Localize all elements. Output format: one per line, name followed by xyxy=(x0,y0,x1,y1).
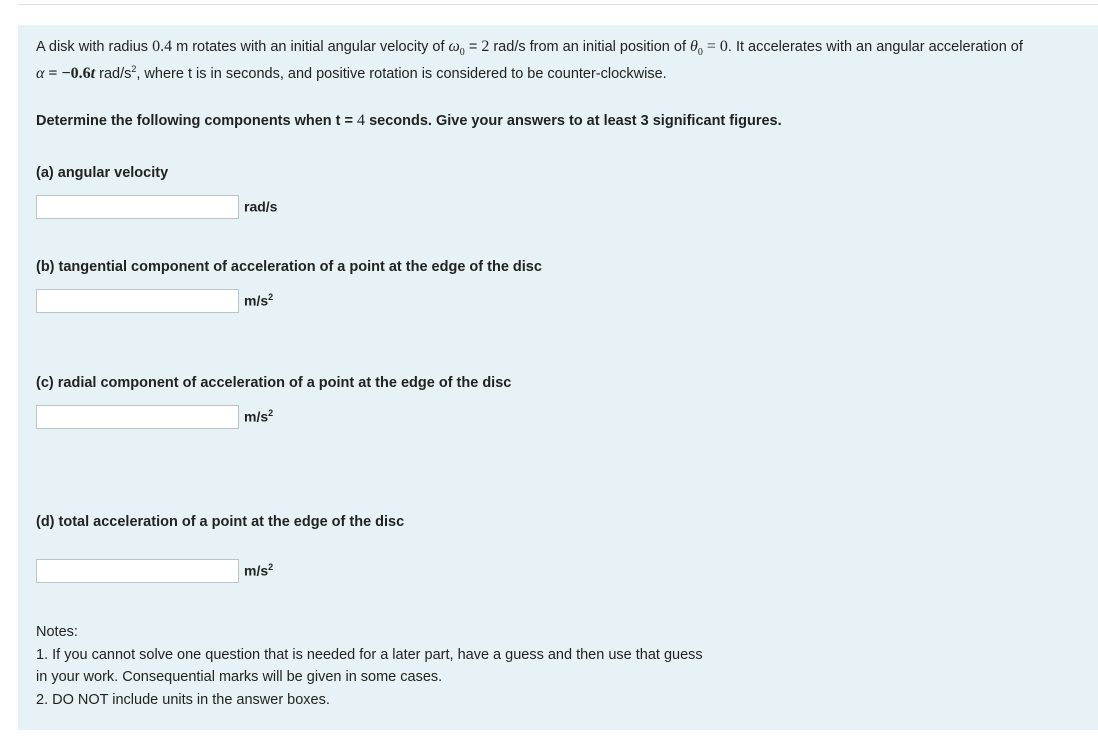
question-c-label: (c) radial component of acceleration of a point at the edge of the disc xyxy=(36,375,512,391)
answer-d-input[interactable] xyxy=(36,559,239,583)
question-a-label: (a) angular velocity xyxy=(36,165,169,181)
omega-value: 2 xyxy=(481,38,490,55)
unit-text: rad/s xyxy=(244,198,278,215)
alpha-expression: = −0.6 xyxy=(44,64,91,82)
intro-text: . It accelerates with an angular acceleration of xyxy=(727,39,1023,55)
unit-text: m/s xyxy=(244,408,269,425)
answer-b-unit xyxy=(244,292,273,309)
unit-exponent: 2 xyxy=(268,408,274,418)
instruction-prefix: Determine the following components when t = xyxy=(36,113,358,129)
unit-exponent: 2 xyxy=(268,562,274,572)
omega-symbol: ω xyxy=(448,38,460,55)
instruction-text xyxy=(36,112,782,130)
notes-line-3: 2. DO NOT include units in the answer boxes. xyxy=(36,691,330,708)
question-b-label: (b) tangential component of acceleration of a point at the edge of the disc xyxy=(36,259,542,275)
intro-text: = xyxy=(464,39,482,55)
omega-subscript: 0 xyxy=(459,47,465,59)
unit-text: m/s xyxy=(244,562,269,579)
problem-statement-line-2 xyxy=(36,58,667,86)
intro-text: A disk with radius xyxy=(36,39,153,55)
answer-c-unit xyxy=(244,408,273,425)
notes-section xyxy=(36,621,703,711)
alpha-symbol: α xyxy=(36,64,45,82)
question-d-label: (d) total acceleration of a point at the edge of the disc xyxy=(36,514,405,530)
answer-a-input[interactable] xyxy=(36,195,239,219)
answer-c-input[interactable] xyxy=(36,405,239,429)
theta-subscript: 0 xyxy=(697,47,703,59)
radius-value: 0.4 xyxy=(152,38,173,55)
alpha-unit-exponent: 2 xyxy=(131,64,137,74)
intro-text: m rotates with an initial angular velocity of xyxy=(172,39,449,55)
answer-a-unit xyxy=(244,198,277,215)
alpha-unit: rad/s xyxy=(95,65,132,82)
time-value: 4 xyxy=(357,112,366,129)
instruction-suffix: seconds. Give your answers to at least 3 significant figures. xyxy=(365,113,782,129)
unit-exponent: 2 xyxy=(268,292,274,302)
answer-d-unit xyxy=(244,562,273,579)
theta-symbol: θ xyxy=(690,38,698,55)
notes-heading: Notes: xyxy=(36,624,78,640)
unit-text: m/s xyxy=(244,292,269,309)
alpha-t-variable: t xyxy=(90,64,96,82)
notes-line-2: in your work. Consequential marks will be given in some cases. xyxy=(36,669,443,685)
notes-line-1: 1. If you cannot solve one question that is needed for a later part, have a guess and then use that guess xyxy=(36,646,703,663)
theta-value: = 0 xyxy=(702,38,728,55)
intro-text: rad/s from an initial position of xyxy=(489,39,691,55)
intro-text: , where t is in seconds, and positive rotation is considered to be counter-clockwise. xyxy=(136,65,667,82)
top-divider xyxy=(18,4,1098,5)
answer-b-input[interactable] xyxy=(36,289,239,313)
